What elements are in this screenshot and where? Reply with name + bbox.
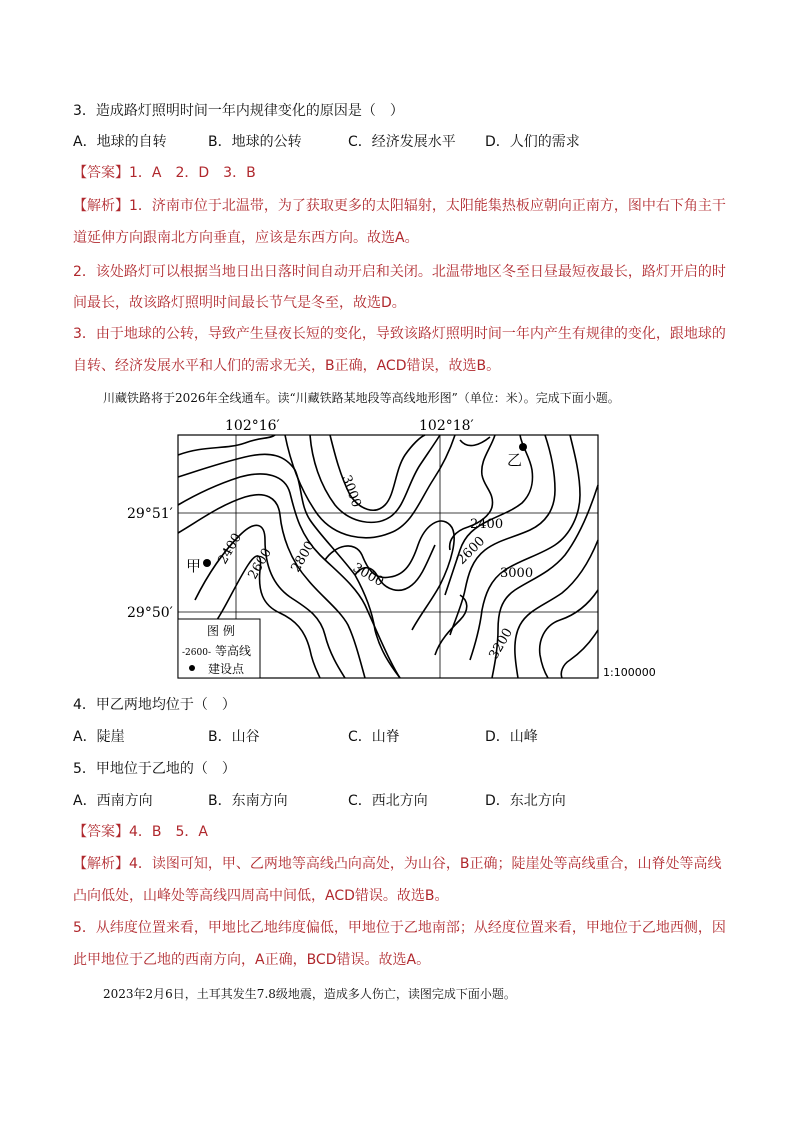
analysis-1-line-6: 自转、经济发展水平和人们的需求无关，B正确，ACD错误，故选B。 [73, 358, 501, 374]
contour-line [515, 540, 598, 678]
contour-line [310, 435, 440, 522]
question-5-stem: 5．甲地位于乙地的（ ） [73, 761, 236, 777]
contour-label: 2800 [288, 538, 319, 575]
q3-option-a: A．地球的自转 [73, 134, 167, 150]
contour-line [561, 630, 598, 678]
q4-option-a: A．陡崖 [73, 729, 125, 745]
contour-label: 3000 [500, 566, 534, 581]
answer-text: 4．B 5．A [129, 824, 208, 840]
lon-label-102-16: 102°16′ [225, 418, 280, 434]
point-jia-marker [203, 559, 211, 567]
q4-option-b: B．山谷 [208, 729, 260, 745]
q5-option-a: A．西南方向 [73, 793, 153, 809]
contour-label: 3000 [350, 560, 387, 591]
analysis-block-1-line-1 [73, 196, 726, 216]
legend-point-text: 建设点 [208, 662, 245, 676]
answer-tag: 【答案】 [73, 165, 129, 181]
contour-map-svg [127, 415, 670, 685]
point-yi-label: 乙 [507, 451, 523, 469]
contour-labels [215, 473, 533, 662]
contour-line [470, 435, 580, 660]
analysis-tag: 【解析】 [73, 198, 129, 214]
analysis-2-line-3: 5．从纬度位置来看，甲地比乙地纬度偏低，甲地位于乙地南部；从经度位置来看，甲地位于乙地西侧，因 [73, 920, 726, 936]
map-caption: 川藏铁路将于2026年全线通车。读“川藏铁路某地段等高线地形图”（单位：米）。完成下面小题。 [103, 391, 620, 405]
question-3-stem: 3．造成路灯照明时间一年内规律变化的原因是（ ） [73, 103, 404, 119]
analysis-2-line-2: 凸向低处，山峰处等高线四周高中间低，ACD错误。故选B。 [73, 888, 449, 904]
contour-label: 2600 [245, 545, 276, 582]
contour-line [178, 435, 275, 455]
point-jia-label: 甲 [186, 557, 202, 575]
answer-block-1 [73, 163, 256, 183]
q3-option-b: B．地球的公转 [208, 134, 302, 150]
analysis-tag: 【解析】 [73, 856, 129, 872]
analysis-2-line-4: 此甲地位于乙地的西南方向，A正确，BCD错误。故选A。 [73, 952, 431, 968]
q5-option-d: D．东北方向 [485, 793, 566, 809]
contour-label: 2400 [470, 517, 504, 532]
q5-option-c: C．西北方向 [348, 793, 428, 809]
contour-line [330, 435, 425, 510]
q4-option-c: C．山脊 [348, 729, 400, 745]
q3-option-c: C．经济发展水平 [348, 134, 456, 150]
answer-tag: 【答案】 [73, 824, 129, 840]
q3-option-d: D．人们的需求 [485, 134, 580, 150]
answer-text: 1．A 2．D 3．B [129, 165, 256, 181]
contour-label: 3200 [486, 625, 517, 662]
analysis-1-line-5: 3．由于地球的公转，导致产生昼夜长短的变化，导致该路灯照明时间一年内产生有规律的变化，跟地球的 [73, 326, 726, 342]
point-yi-marker [519, 443, 527, 451]
analysis-block-2-line-1 [73, 854, 722, 874]
lon-label-102-18: 102°18′ [419, 418, 474, 434]
legend-contour-value: -2600- [182, 648, 211, 658]
contour-line [325, 521, 454, 630]
analysis-1-line-3: 2．该处路灯可以根据当地日出日落时间自动开启和关闭。北温带地区冬至日昼最短夜最长，路灯开启的时 [73, 264, 726, 280]
contour-line [540, 590, 598, 678]
analysis-1-line-2: 道延伸方向跟南北方向垂直，应该是东西方向。故选A。 [73, 230, 419, 246]
analysis-text: 4．读图可知，甲、乙两地等高线凸向高处，为山谷，B正确；陡崖处等高线重合，山脊处等高线 [129, 856, 722, 872]
contour-label: 2400 [215, 530, 246, 567]
answer-block-2 [73, 822, 208, 842]
contour-line [450, 435, 495, 550]
contour-map [127, 415, 670, 685]
analysis-text: 1．济南市位于北温带，为了获取更多的太阳辐射，太阳能集热板应朝向正南方，图中右下角主干 [129, 198, 726, 214]
lat-label-29-51: 29°51′ [127, 506, 173, 522]
legend-point-icon [189, 665, 195, 671]
lat-label-29-50: 29°50′ [127, 605, 173, 621]
analysis-1-line-4: 间最长，故该路灯照明时间最长节气是冬至，故选D。 [73, 295, 406, 311]
legend-contour-text: 等高线 [215, 644, 252, 658]
question-4-stem: 4．甲乙两地均位于（ ） [73, 697, 236, 713]
contour-line [460, 437, 490, 446]
map-scale: 1:100000 [603, 666, 656, 679]
legend-title: 图 例 [207, 624, 235, 638]
earthquake-caption: 2023年2月6日，土耳其发生7.8级地震，造成多人伤亡，读图完成下面小题。 [103, 987, 516, 1001]
contour-label: 3000 [338, 473, 364, 510]
q5-option-b: B．东南方向 [208, 793, 288, 809]
contour-label: 2600 [454, 533, 489, 568]
q4-option-d: D．山峰 [485, 729, 538, 745]
